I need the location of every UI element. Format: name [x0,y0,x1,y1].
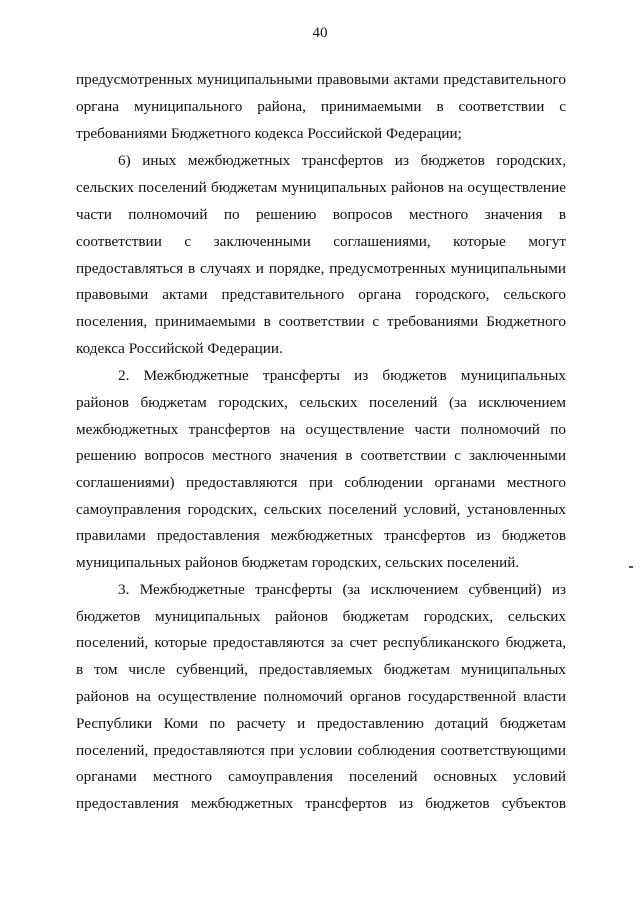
text-line: кодекса Российской Федерации. [76,340,283,357]
text-line: предоставляться в случаях и порядке, предусмотренных муниципальными [76,260,566,277]
text-line: соглашениями) предоставляются при соблюдении органами местного [76,474,566,491]
margin-mark [629,566,633,568]
text-line: сельских поселений бюджетам муниципальных районов на осуществление [76,179,566,196]
text-line: самоуправления городских, сельских поселений условий, установленных [76,501,566,518]
text-line: предоставления межбюджетных трансфертов из бюджетов субъектов [76,795,566,812]
text-line: соответствии с заключенными соглашениями, которые могут [76,233,566,250]
paragraph-start-line: 2. Межбюджетные трансферты из бюджетов муниципальных [118,367,566,384]
text-line: правилами предоставления межбюджетных трансфертов из бюджетов [76,527,566,544]
text-line: поселений, которые предоставляются за счет республиканского бюджета, [76,634,566,651]
text-line: органами местного самоуправления поселений основных условий [76,768,566,785]
text-line: части полномочий по решению вопросов местного значения в [76,206,566,223]
text-line: районов бюджетам городских, сельских поселений (за исключением [76,394,566,411]
paragraph-start-line: 3. Межбюджетные трансферты (за исключением субвенций) из [118,581,566,598]
paragraph-start-line: 6) иных межбюджетных трансфертов из бюджетов городских, [118,152,566,169]
text-line: Республики Коми по расчету и предоставлению дотаций бюджетам [76,715,566,732]
text-line: правовыми актами представительного органа городского, сельского [76,286,566,303]
text-line: районов на осуществление полномочий органов государственной власти [76,688,566,705]
text-line: в том числе субвенций, предоставляемых бюджетам муниципальных [76,661,566,678]
text-line: бюджетов муниципальных районов бюджетам городских, сельских [76,608,566,625]
page-number: 40 [312,25,328,41]
text-line: поселения, принимаемыми в соответствии с требованиями Бюджетного [76,313,566,330]
text-line: органа муниципального района, принимаемыми в соответствии с [76,98,566,115]
text-line: поселений, предоставляются при условии соблюдения соответствующими [76,742,566,759]
text-line: решению вопросов местного значения в соответствии с заключенными [76,447,566,464]
text-line: муниципальных районов бюджетам городских, сельских поселений. [76,554,520,571]
text-line: межбюджетных трансфертов на осуществление части полномочий по [76,421,566,438]
text-line: предусмотренных муниципальными правовыми актами представительного [76,71,566,88]
text-line: требованиями Бюджетного кодекса Российской Федерации; [76,125,462,142]
